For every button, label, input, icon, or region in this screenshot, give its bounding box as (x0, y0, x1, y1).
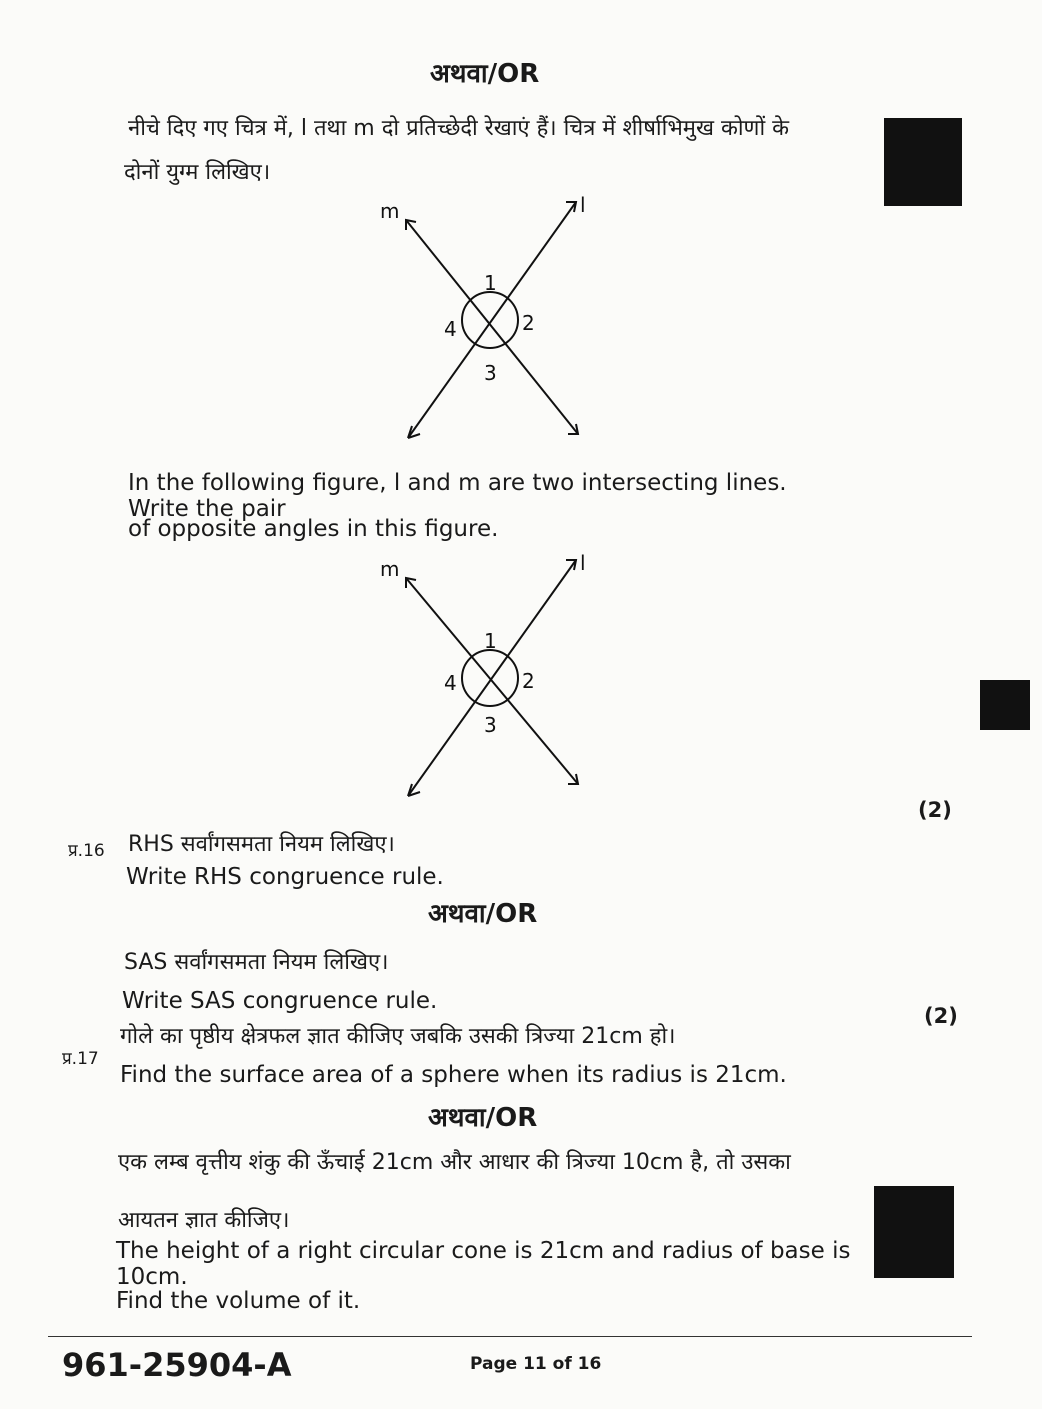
marks-q16: (2) (924, 1004, 958, 1028)
or-heading: अथवा/OR (428, 899, 538, 929)
angle-label-4: 4 (444, 317, 457, 341)
q17-alt-english-line2: Find the volume of it. (116, 1288, 361, 1314)
angle-label-2: 2 (522, 669, 535, 693)
q15-english-line1: In the following figure, l and m are two intersecting lines. Write the pair (128, 470, 787, 522)
page-number: Page 11 of 16 (470, 1354, 602, 1374)
line-l-label: l (580, 193, 586, 217)
line-m-label: m (380, 199, 400, 223)
line-m (406, 220, 578, 434)
qr-code (884, 118, 962, 206)
q17-alt-hindi-line1: एक लम्ब वृत्तीय शंकु की ऊँचाई 21cm और आधार की त्रिज्या 10cm है, तो उसका (118, 1150, 791, 1175)
or-heading: अथवा/OR (428, 1103, 538, 1133)
line-l-label: l (580, 551, 586, 575)
angle-label-3: 3 (484, 361, 497, 385)
line-m (406, 578, 578, 784)
question-number-17: प्र.17 (62, 1049, 99, 1069)
q16-alt-hindi: SAS सर्वांगसमता नियम लिखिए। (124, 950, 389, 975)
line-m-label: m (380, 557, 400, 581)
footer-rule (48, 1336, 972, 1337)
angle-label-1: 1 (484, 629, 497, 653)
intersecting-lines-figure (370, 190, 610, 450)
q17-english: Find the surface area of a sphere when its radius is 21cm. (120, 1062, 787, 1088)
marks-q15: (2) (918, 798, 952, 822)
q16-alt-english: Write SAS congruence rule. (122, 988, 438, 1014)
line-l (408, 560, 576, 796)
angle-label-3: 3 (484, 713, 497, 737)
q17-hindi: गोले का पृष्ठीय क्षेत्रफल ज्ञात कीजिए जबकि उसकी त्रिज्या 21cm हो। (120, 1024, 676, 1049)
paper-code: 961-25904-A (62, 1346, 292, 1384)
q15-hindi-line2: दोनों युग्म लिखिए। (124, 160, 271, 185)
qr-code (980, 680, 1030, 730)
question-number-16: प्र.16 (68, 841, 105, 861)
q16-hindi: RHS सर्वांगसमता नियम लिखिए। (128, 832, 395, 857)
or-heading: अथवा/OR (430, 59, 540, 89)
q15-hindi-line1: नीचे दिए गए चित्र में, l तथा m दो प्रतिच्छेदी रेखाएं हैं। चित्र में शीर्षाभिमुख कोणों के (128, 116, 790, 141)
angle-label-4: 4 (444, 671, 457, 695)
q16-english: Write RHS congruence rule. (126, 864, 444, 890)
q15-english-line2: of opposite angles in this figure. (128, 516, 499, 542)
intersecting-lines-figure (370, 548, 610, 808)
angle-label-1: 1 (484, 271, 497, 295)
qr-code (874, 1186, 954, 1278)
q17-alt-hindi-line2: आयतन ज्ञात कीजिए। (118, 1208, 290, 1233)
line-l (408, 202, 576, 438)
angle-arc (462, 292, 518, 348)
angle-label-2: 2 (522, 311, 535, 335)
q17-alt-english-line1: The height of a right circular cone is 21cm and radius of base is 10cm. (116, 1238, 851, 1290)
